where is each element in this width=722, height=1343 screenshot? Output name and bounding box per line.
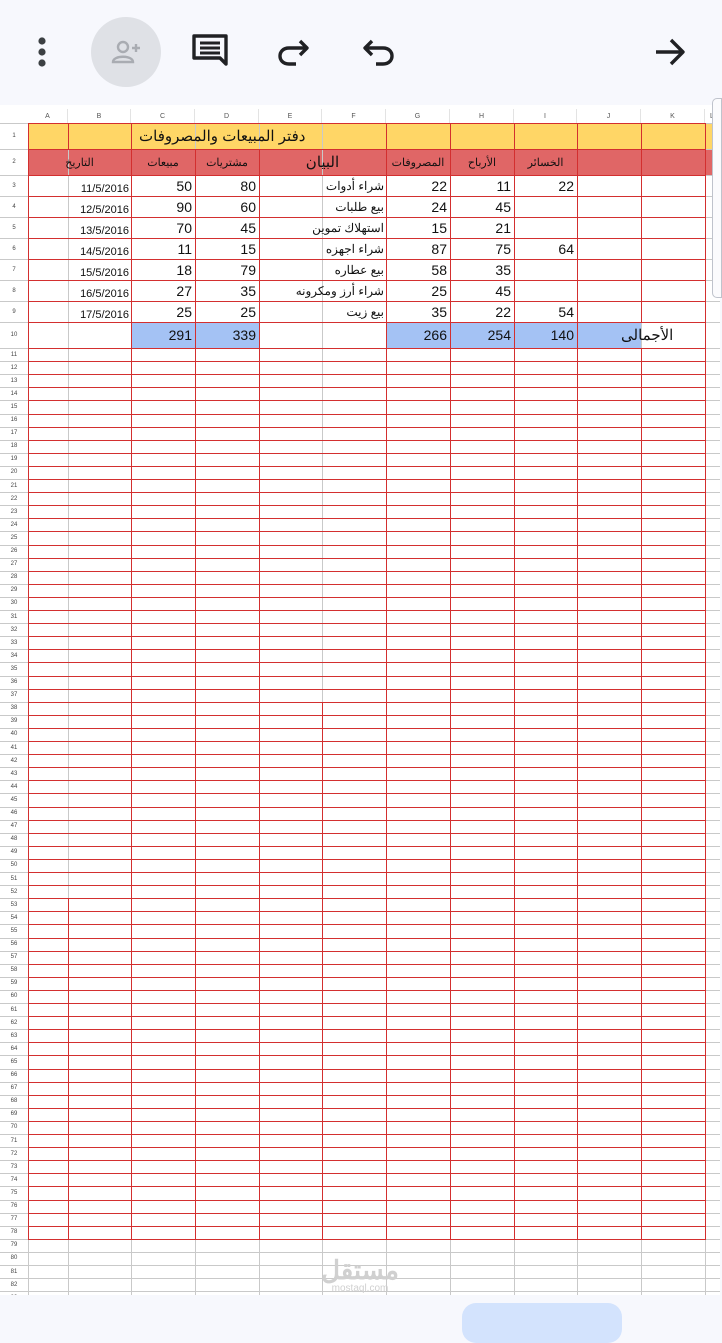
row-header[interactable]: 63 xyxy=(10,1032,18,1039)
red-hline xyxy=(28,453,706,454)
undo-icon xyxy=(358,32,398,72)
row-header[interactable]: 17 xyxy=(10,430,18,437)
cell-date[interactable]: 15/5/2016 xyxy=(80,267,129,279)
row-header[interactable]: 50 xyxy=(10,862,18,869)
red-vline xyxy=(68,898,69,1239)
red-hline xyxy=(28,1213,706,1214)
row-header[interactable]: 1 xyxy=(12,133,16,139)
red-hline xyxy=(28,374,706,375)
row-header[interactable]: 10 xyxy=(10,332,18,338)
column-header-k[interactable]: K xyxy=(641,109,705,123)
row-header[interactable]: 39 xyxy=(10,718,18,725)
row-header[interactable]: 60 xyxy=(10,993,18,1000)
row-header[interactable]: 76 xyxy=(10,1203,18,1210)
red-hline xyxy=(28,1055,706,1056)
red-hline xyxy=(28,1147,706,1148)
header-date[interactable]: التاريخ xyxy=(65,156,94,169)
cell-profits[interactable]: 21 xyxy=(495,219,511,236)
cell-sales[interactable]: 90 xyxy=(176,198,192,215)
red-hline xyxy=(28,833,706,834)
cell-date[interactable]: 17/5/2016 xyxy=(80,309,129,321)
header-purchases[interactable]: مشتريات xyxy=(206,156,248,169)
row-header[interactable]: 28 xyxy=(10,574,18,581)
red-hline xyxy=(28,531,706,532)
row-header[interactable]: 74 xyxy=(10,1176,18,1183)
red-hline xyxy=(28,610,706,611)
row-header[interactable]: 62 xyxy=(10,1019,18,1026)
arrow-forward-icon xyxy=(650,32,690,72)
redo-icon xyxy=(274,32,314,72)
red-hline xyxy=(28,466,706,467)
row-header[interactable]: 36 xyxy=(10,679,18,686)
cell-profits[interactable]: 45 xyxy=(495,282,511,299)
red-hline xyxy=(28,898,706,899)
row-header[interactable]: 59 xyxy=(10,980,18,987)
red-hline xyxy=(28,414,706,415)
row-header[interactable]: 48 xyxy=(10,836,18,843)
cell-date[interactable]: 14/5/2016 xyxy=(80,246,129,258)
cell-description[interactable]: بيع عطاره xyxy=(334,262,384,277)
red-hline xyxy=(28,1108,706,1109)
row-header[interactable]: 54 xyxy=(10,914,18,921)
red-hline xyxy=(28,676,706,677)
red-hline xyxy=(28,1003,706,1004)
row-header[interactable]: 25 xyxy=(10,534,18,541)
cell-expenses[interactable]: 24 xyxy=(431,198,447,215)
cell-profits[interactable]: 22 xyxy=(495,303,511,320)
red-hline xyxy=(28,820,706,821)
column-header-g[interactable]: G xyxy=(386,109,450,123)
red-hline xyxy=(28,1069,706,1070)
sheet-title[interactable]: دفتر المبيعات والمصروفات xyxy=(139,128,306,145)
row-header[interactable]: 15 xyxy=(10,403,18,410)
red-hline xyxy=(28,1160,706,1161)
row-header[interactable]: 11 xyxy=(10,351,18,358)
undo-button[interactable] xyxy=(356,30,400,74)
row-header[interactable]: 9 xyxy=(12,308,16,315)
row-header[interactable]: 18 xyxy=(10,443,18,450)
red-hline xyxy=(28,1016,706,1017)
cell-expenses[interactable]: 87 xyxy=(431,240,447,257)
cell-date[interactable]: 11/5/2016 xyxy=(80,183,129,195)
more-options-button[interactable] xyxy=(22,32,62,72)
row-header[interactable]: 30 xyxy=(10,600,18,607)
row-header[interactable]: 26 xyxy=(10,548,18,555)
red-hline xyxy=(28,1186,706,1187)
forward-button[interactable] xyxy=(648,30,692,74)
row-header[interactable]: 73 xyxy=(10,1163,18,1170)
cell-description[interactable]: شراء اجهزه xyxy=(325,241,384,256)
red-hline xyxy=(28,977,706,978)
column-header-h[interactable]: H xyxy=(450,109,514,123)
cell-sales[interactable]: 50 xyxy=(176,177,192,194)
cell-description[interactable]: استهلاك تموين xyxy=(312,220,384,235)
red-hline xyxy=(28,911,706,912)
grid-hline xyxy=(0,1252,720,1253)
row-header[interactable]: 44 xyxy=(10,783,18,790)
share-button[interactable] xyxy=(91,17,161,87)
row-header[interactable]: 13 xyxy=(10,377,18,384)
red-hline xyxy=(28,361,706,362)
cell-losses[interactable]: 54 xyxy=(558,303,574,320)
red-hline xyxy=(28,662,706,663)
red-hline xyxy=(28,1121,706,1122)
row-header[interactable]: 42 xyxy=(10,757,18,764)
red-hline xyxy=(28,885,706,886)
header-profits[interactable]: الأرباح xyxy=(467,156,497,169)
red-hline xyxy=(28,440,706,441)
row-header[interactable]: 5 xyxy=(12,224,16,231)
red-vline xyxy=(705,123,706,1239)
row-header[interactable]: 66 xyxy=(10,1072,18,1079)
cell-losses[interactable] xyxy=(514,259,577,280)
row-header[interactable]: 38 xyxy=(10,705,18,712)
cell-date[interactable]: 12/5/2016 xyxy=(80,204,129,216)
cell-purchases[interactable]: 25 xyxy=(240,303,256,320)
red-hline xyxy=(28,649,706,650)
cell-sales[interactable]: 18 xyxy=(176,261,192,278)
row-header[interactable]: 53 xyxy=(10,901,18,908)
watermark-logo: مستقل xyxy=(321,1255,399,1285)
red-vline xyxy=(641,348,642,1239)
red-hline xyxy=(28,518,706,519)
red-hline xyxy=(28,584,706,585)
column-header-c[interactable]: C xyxy=(131,109,195,123)
red-hline xyxy=(28,990,706,991)
red-hline xyxy=(28,348,706,349)
top-toolbar xyxy=(0,0,720,105)
row-header[interactable]: 65 xyxy=(10,1058,18,1065)
row-header[interactable]: 24 xyxy=(10,521,18,528)
column-header-a[interactable]: A xyxy=(28,109,68,123)
cell-profits[interactable]: 45 xyxy=(495,198,511,215)
comment-button[interactable] xyxy=(188,30,232,74)
row-header[interactable]: 2 xyxy=(12,159,16,165)
cell-profits[interactable]: 35 xyxy=(495,261,511,278)
red-hline xyxy=(28,545,706,546)
row-header[interactable]: 78 xyxy=(10,1229,18,1236)
red-hline xyxy=(28,597,706,598)
row-header[interactable]: 4 xyxy=(12,203,16,210)
row-header[interactable]: 67 xyxy=(10,1085,18,1092)
red-hline xyxy=(28,964,706,965)
cell-expenses[interactable]: 35 xyxy=(431,303,447,320)
total-expenses[interactable]: 266 xyxy=(423,327,447,343)
cell-purchases[interactable]: 60 xyxy=(240,198,256,215)
row-header[interactable]: 21 xyxy=(10,482,18,489)
scroll-handle[interactable] xyxy=(712,98,722,298)
row-header[interactable]: 43 xyxy=(10,770,18,777)
row-header[interactable]: 27 xyxy=(10,561,18,568)
row-header[interactable]: 56 xyxy=(10,941,18,948)
red-hline xyxy=(28,793,706,794)
header-losses[interactable]: الخسائر xyxy=(527,156,564,169)
cell-sales[interactable]: 11 xyxy=(177,240,192,257)
header-expenses[interactable]: المصروفات xyxy=(391,156,445,169)
red-hline xyxy=(28,571,706,572)
row-header[interactable]: 16 xyxy=(10,417,18,424)
column-header-d[interactable]: D xyxy=(195,109,259,123)
red-hline xyxy=(28,558,706,559)
row-header[interactable]: 69 xyxy=(10,1111,18,1118)
red-hline xyxy=(28,938,706,939)
row-header[interactable]: 6 xyxy=(12,245,16,252)
cell-purchases[interactable]: 15 xyxy=(240,240,256,257)
watermark xyxy=(314,1257,406,1295)
row-header[interactable]: 7 xyxy=(12,266,16,273)
red-hline xyxy=(28,780,706,781)
row-header[interactable]: 68 xyxy=(10,1098,18,1105)
row-header[interactable]: 32 xyxy=(10,626,18,633)
cell-profits[interactable]: 75 xyxy=(495,240,511,257)
cell-sales[interactable]: 27 xyxy=(176,282,192,299)
red-hline xyxy=(28,807,706,808)
cell-description[interactable]: بيع طلبات xyxy=(335,199,384,214)
red-hline xyxy=(28,728,706,729)
cell-losses[interactable]: 22 xyxy=(558,177,574,194)
row-header[interactable]: 61 xyxy=(10,1006,18,1013)
row-header[interactable]: 81 xyxy=(10,1268,18,1275)
cell-purchases[interactable]: 80 xyxy=(240,177,256,194)
column-header-b[interactable]: B xyxy=(68,109,131,123)
column-header-j[interactable]: J xyxy=(577,109,641,123)
row-header[interactable]: 72 xyxy=(10,1150,18,1157)
row-header[interactable]: 19 xyxy=(10,456,18,463)
red-hline xyxy=(28,427,706,428)
red-hline xyxy=(28,872,706,873)
row-header[interactable]: 41 xyxy=(10,744,18,751)
column-header-i[interactable]: I xyxy=(514,109,577,123)
total-sales[interactable]: 291 xyxy=(168,327,192,343)
more-vert-icon xyxy=(22,32,62,72)
red-hline xyxy=(28,1239,706,1240)
row-header[interactable]: 23 xyxy=(10,508,18,515)
red-hline xyxy=(28,767,706,768)
column-header-f[interactable]: F xyxy=(322,109,386,123)
red-hline xyxy=(28,505,706,506)
row-header[interactable]: 47 xyxy=(10,823,18,830)
row-header[interactable]: 55 xyxy=(10,927,18,934)
row-header[interactable]: 45 xyxy=(10,796,18,803)
row-header[interactable]: 35 xyxy=(10,665,18,672)
red-hline xyxy=(28,846,706,847)
cell-description[interactable]: بيع زيت xyxy=(346,304,384,319)
red-hline xyxy=(28,715,706,716)
total-label[interactable]: الأجمالى xyxy=(621,327,674,344)
red-vline xyxy=(68,123,69,149)
spreadsheet-grid[interactable] xyxy=(0,105,720,1295)
cell-expenses[interactable]: 25 xyxy=(431,282,447,299)
person-add-icon xyxy=(109,35,143,69)
row-header[interactable]: 20 xyxy=(10,469,18,476)
comment-icon xyxy=(190,32,230,72)
row-header[interactable]: 58 xyxy=(10,967,18,974)
row-header[interactable]: 3 xyxy=(12,182,16,189)
header-description[interactable]: البيان xyxy=(305,154,340,171)
column-header-e[interactable]: E xyxy=(259,109,322,123)
red-hline xyxy=(28,479,706,480)
row-header[interactable]: 52 xyxy=(10,888,18,895)
total-profits[interactable]: 254 xyxy=(487,327,511,343)
cell-losses[interactable] xyxy=(514,280,577,301)
cell-losses[interactable] xyxy=(514,196,577,217)
red-vline xyxy=(641,123,642,322)
row-header[interactable]: 40 xyxy=(10,731,18,738)
red-hline xyxy=(28,1095,706,1096)
row-header[interactable]: 33 xyxy=(10,639,18,646)
cell-profits[interactable]: 11 xyxy=(496,177,511,194)
cell-date[interactable]: 16/5/2016 xyxy=(80,288,129,300)
total-purchases[interactable]: 339 xyxy=(232,327,256,343)
row-header[interactable]: 80 xyxy=(10,1255,18,1262)
header-sales[interactable]: مبيعات xyxy=(147,156,179,169)
cell-purchases[interactable]: 79 xyxy=(240,261,256,278)
red-hline xyxy=(28,1226,706,1227)
row-header[interactable]: 49 xyxy=(10,849,18,856)
cell-expenses[interactable]: 58 xyxy=(431,261,447,278)
red-hline xyxy=(28,951,706,952)
row-header[interactable]: 77 xyxy=(10,1216,18,1223)
red-hline xyxy=(28,924,706,925)
row-header[interactable]: 75 xyxy=(10,1189,18,1196)
red-hline xyxy=(28,400,706,401)
red-hline xyxy=(28,623,706,624)
red-hline xyxy=(28,1042,706,1043)
row-header[interactable]: 34 xyxy=(10,652,18,659)
red-vline xyxy=(577,123,578,1239)
red-hline xyxy=(28,1173,706,1174)
cell-sales[interactable]: 70 xyxy=(176,219,192,236)
row-header[interactable]: 51 xyxy=(10,875,18,882)
cell-purchases[interactable]: 45 xyxy=(240,219,256,236)
row-header[interactable]: 31 xyxy=(10,613,18,620)
cell-description[interactable]: شراء أرز ومكرونه xyxy=(295,283,384,298)
cell-sales[interactable]: 25 xyxy=(176,303,192,320)
row-header[interactable]: 29 xyxy=(10,587,18,594)
row-header[interactable]: 12 xyxy=(10,364,18,371)
red-hline xyxy=(28,859,706,860)
cell-date[interactable]: 13/5/2016 xyxy=(80,225,129,237)
red-hline xyxy=(28,1082,706,1083)
red-vline xyxy=(322,702,323,1239)
row-header[interactable]: 82 xyxy=(10,1281,18,1288)
row-header[interactable]: 8 xyxy=(12,287,16,294)
red-hline xyxy=(28,1134,706,1135)
cell-losses[interactable] xyxy=(514,217,577,238)
row-header[interactable]: 14 xyxy=(10,390,18,397)
floating-action-button[interactable] xyxy=(462,1303,622,1343)
red-hline xyxy=(28,689,706,690)
total-losses[interactable]: 140 xyxy=(550,327,574,343)
row-header[interactable]: 37 xyxy=(10,692,18,699)
row-header[interactable]: 71 xyxy=(10,1137,18,1144)
watermark-url: mostaql.com xyxy=(331,1283,389,1294)
cell-description[interactable]: شراء أدوات xyxy=(325,178,384,193)
cell-losses[interactable]: 64 xyxy=(558,240,574,257)
red-hline xyxy=(28,387,706,388)
redo-button[interactable] xyxy=(272,30,316,74)
row-header[interactable]: 57 xyxy=(10,954,18,961)
cell-expenses[interactable]: 22 xyxy=(431,177,447,194)
red-hline xyxy=(28,702,706,703)
red-hline xyxy=(28,636,706,637)
row-header[interactable]: 64 xyxy=(10,1045,18,1052)
row-header[interactable]: 46 xyxy=(10,810,18,817)
red-hline xyxy=(28,1029,706,1030)
row-header[interactable]: 79 xyxy=(10,1242,18,1249)
red-hline xyxy=(28,1200,706,1201)
row-header[interactable]: 22 xyxy=(10,495,18,502)
cell-expenses[interactable]: 15 xyxy=(431,219,447,236)
red-hline xyxy=(28,741,706,742)
cell-purchases[interactable]: 35 xyxy=(240,282,256,299)
red-hline xyxy=(28,754,706,755)
red-hline xyxy=(28,492,706,493)
row-header[interactable]: 70 xyxy=(10,1124,18,1131)
